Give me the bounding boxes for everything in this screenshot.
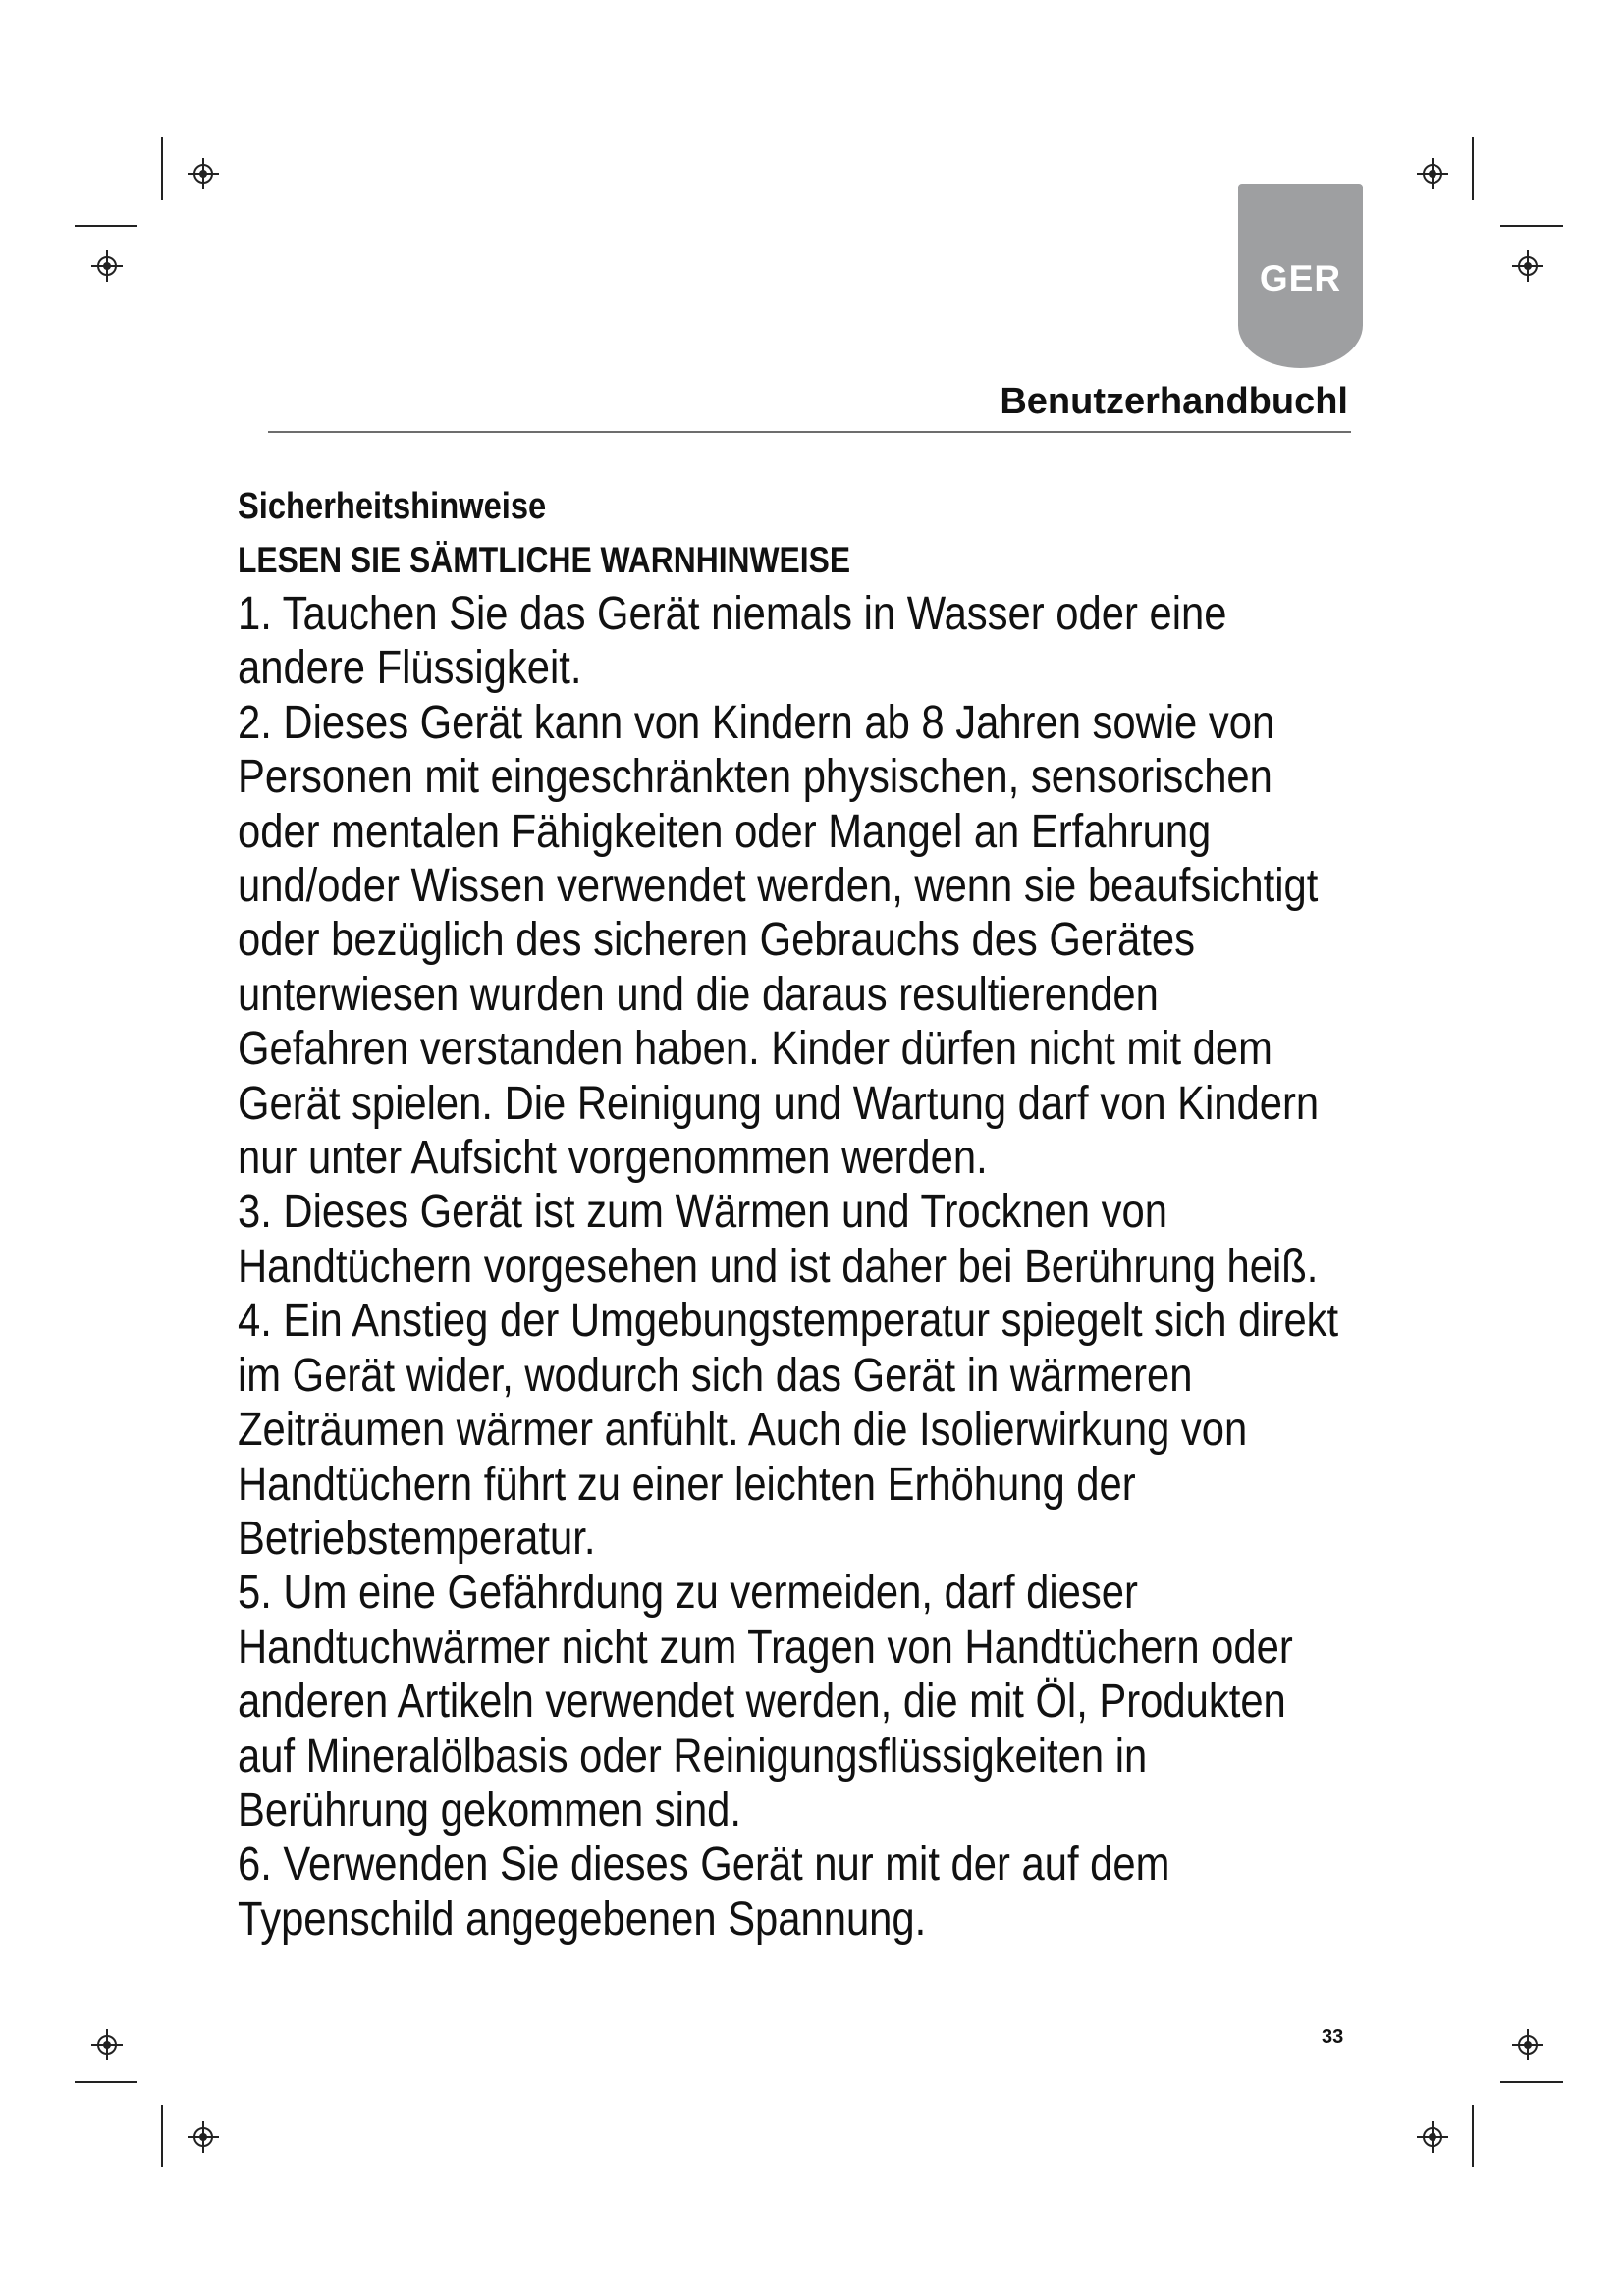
instruction-line: Handtuchwärmer nicht zum Tragen von Handtüchern oder: [238, 1621, 1293, 1674]
instruction-line: Gerät spielen. Die Reinigung und Wartung darf von Kindern: [238, 1077, 1320, 1130]
crop-mark-bottom-left-horizontal: [75, 2081, 137, 2083]
instruction-line: auf Mineralölbasis oder Reinigungsflüssigkeiten in: [238, 1730, 1148, 1783]
instruction-line: nur unter Aufsicht vorgenommen werden.: [238, 1132, 988, 1185]
instruction-line: Gefahren verstanden haben. Kinder dürfen nicht mit dem: [238, 1023, 1272, 1076]
instruction-line: Typenschild angegebenen Spannung.: [238, 1893, 927, 1946]
language-tab: [1238, 184, 1363, 368]
manual-header-title: Benutzerhandbuchl: [1000, 381, 1348, 422]
instruction-line: Handtüchern vorgesehen und ist daher bei Berührung heiß.: [238, 1240, 1319, 1293]
instruction-line: Handtüchern führt zu einer leichten Erhöhung der: [238, 1458, 1136, 1511]
header-divider: [268, 431, 1351, 433]
registration-target-icon: [90, 2028, 124, 2061]
instruction-line: Personen mit eingeschränkten physischen, sensorischen: [238, 751, 1272, 804]
page-number: 33: [1322, 2026, 1344, 2048]
instruction-line: oder mentalen Fähigkeiten oder Mangel an Erfahrung: [238, 805, 1212, 858]
instruction-line: Betriebstemperatur.: [238, 1512, 596, 1565]
instruction-line: unterwiesen wurden und die daraus resultierenden: [238, 968, 1159, 1021]
section-title: Sicherheitshinweise: [238, 486, 547, 527]
language-tab-label: GER: [1259, 258, 1342, 298]
registration-target-icon: [187, 157, 220, 190]
crop-mark-top-right-vertical: [1472, 137, 1474, 200]
instruction-line: 2. Dieses Gerät kann von Kindern ab 8 Jahren sowie von: [238, 696, 1275, 749]
instruction-line: Berührung gekommen sind.: [238, 1784, 742, 1837]
instruction-line: 4. Ein Anstieg der Umgebungstemperatur spiegelt sich direkt: [238, 1295, 1339, 1348]
instruction-line: und/oder Wissen verwendet werden, wenn sie beaufsichtigt: [238, 860, 1319, 913]
registration-target-icon: [1511, 249, 1544, 283]
instruction-line: anderen Artikeln verwendet werden, die mit Öl, Produkten: [238, 1676, 1286, 1729]
registration-target-icon: [187, 2120, 220, 2154]
crop-mark-bottom-right-vertical: [1472, 2105, 1474, 2167]
crop-mark-bottom-left-vertical: [161, 2105, 163, 2167]
registration-target-icon: [1511, 2028, 1544, 2061]
crop-mark-bottom-right-horizontal: [1500, 2081, 1563, 2083]
instruction-list: [238, 587, 1445, 1947]
instruction-line: Zeiträumen wärmer anfühlt. Auch die Isolierwirkung von: [238, 1404, 1248, 1457]
crop-mark-top-left-vertical: [161, 137, 163, 200]
instruction-line: oder bezüglich des sicheren Gebrauchs des Gerätes: [238, 914, 1195, 967]
instruction-line: 5. Um eine Gefährdung zu vermeiden, darf dieser: [238, 1567, 1138, 1620]
instruction-line: andere Flüssigkeit.: [238, 642, 582, 695]
registration-target-icon: [1416, 157, 1449, 190]
safety-section: [238, 479, 1445, 1947]
instruction-line: 6. Verwenden Sie dieses Gerät nur mit der auf dem: [238, 1839, 1170, 1892]
instruction-line: im Gerät wider, wodurch sich das Gerät in wärmeren: [238, 1349, 1193, 1402]
registration-target-icon: [90, 249, 124, 283]
crop-mark-top-left-horizontal: [75, 225, 137, 227]
instruction-line: 3. Dieses Gerät ist zum Wärmen und Trocknen von: [238, 1186, 1167, 1239]
section-subtitle: LESEN SIE SÄMTLICHE WARNHINWEISE: [238, 540, 851, 580]
registration-target-icon: [1416, 2120, 1449, 2154]
instruction-line: 1. Tauchen Sie das Gerät niemals in Wasser oder eine: [238, 588, 1227, 640]
crop-mark-top-right-horizontal: [1500, 225, 1563, 227]
